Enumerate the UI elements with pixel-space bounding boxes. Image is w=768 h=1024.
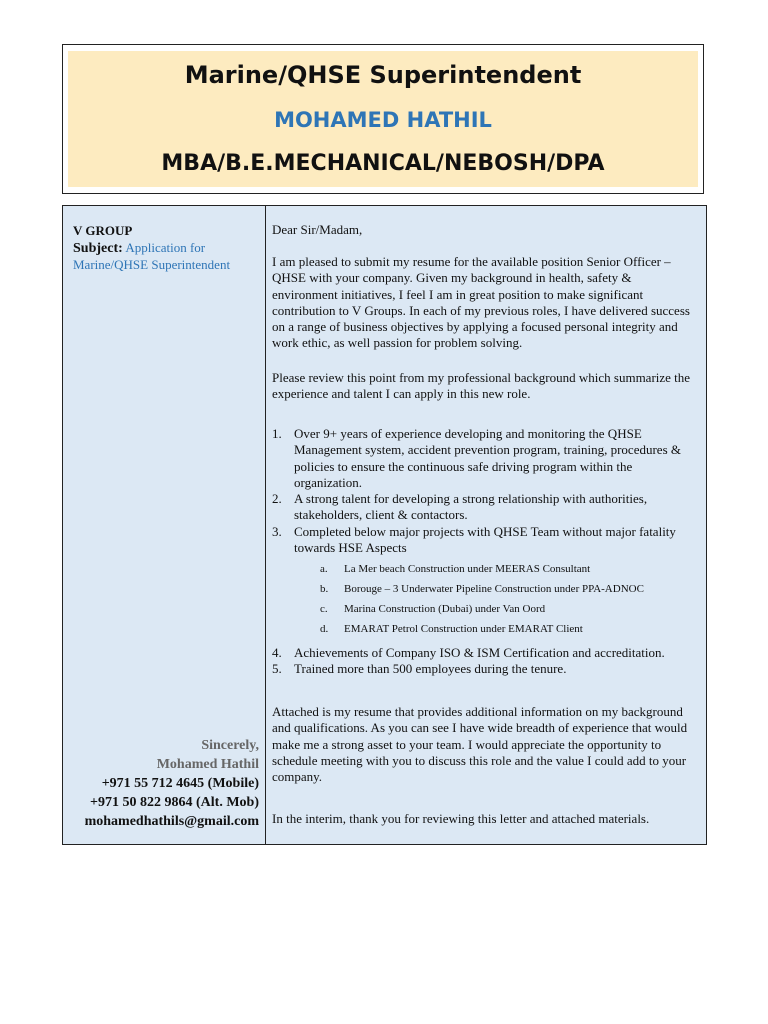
salutation: Dear Sir/Madam, <box>272 222 363 237</box>
closing-paragraph: In the interim, thank you for reviewing this letter and attached materials. <box>272 811 650 826</box>
list-item: 1. Over 9+ years of experience developing and monitoring the QHSE Management system, accident prevention program, training, procedures & policies to ensure the continuous safe driving program within the organization. <box>272 426 681 490</box>
list-item: 3. Completed below major projects with QHSE Team without major fatality towards HSE Aspects a. La Mer beach Construction under MEERAS Consultant b. Borouge – 3 Underwater Pipeline Construction under PPA-ADNOC c. Marina Construction (Dubai) under Van Oord d. EMARAT Petrol Construction under EMARAT Client <box>272 524 700 640</box>
company-name: V GROUP <box>73 223 133 238</box>
job-title: Marine/QHSE Superintendent <box>184 61 582 89</box>
project-item: d. EMARAT Petrol Construction under EMARAT Client <box>320 623 583 636</box>
list-item: 2. A strong talent for developing a strong relationship with authorities, stakeholders, client & contactors. <box>272 491 648 523</box>
sidebar <box>63 206 266 844</box>
intro-paragraph: I am pleased to submit my resume for the available position Senior Officer – QHSE with your company. Given my background in health, safety & environment initiatives, I feel I am in great position to make significant contribution to V Groups. In each of my previous roles, I have delivered success on a range of business objectives by applying a focused personal integrity and work ethic, as well passion for problem solving. <box>272 254 690 351</box>
project-item: b. Borouge – 3 Underwater Pipeline Construction under PPA-ADNOC <box>320 583 644 596</box>
email-address: mohamedhathils@gmail.com <box>84 814 259 829</box>
points-list-continued <box>272 645 700 678</box>
alt-mobile-number: +971 50 822 9864 (Alt. Mob) <box>90 795 259 810</box>
subject-line <box>73 240 263 273</box>
header-box <box>62 44 704 194</box>
applicant-name: MOHAMED HATHIL <box>274 108 492 132</box>
mobile-number: +971 55 712 4645 (Mobile) <box>101 776 259 791</box>
list-item: 4. Achievements of Company ISO & ISM Certification and accreditation. <box>272 645 665 660</box>
subject-label: Subject: <box>73 241 123 256</box>
points-list <box>272 426 700 639</box>
signature-name: Mohamed Hathil <box>156 757 259 772</box>
list-item: 5. Trained more than 500 employees during the tenure. <box>272 661 567 677</box>
review-paragraph: Please review this point from my professional background which summarize the experience and talent I can apply in this new role. <box>272 370 691 402</box>
qualifications: MBA/B.E.MECHANICAL/NEBOSH/DPA <box>161 151 605 176</box>
project-item: c. Marina Construction (Dubai) under Van Oord <box>320 603 546 616</box>
attached-paragraph: Attached is my resume that provides additional information on my background and qualifications. As you can see I have wide breadth of experience that would make me a strong asset to your team. I would appreciate the opportunity to schedule meeting with you to discuss this role and the value I could add to your company. <box>272 704 688 785</box>
projects-list <box>294 559 700 639</box>
subject-value: Application for Marine/QHSE Superintendent <box>73 240 231 272</box>
project-item: a. La Mer beach Construction under MEERAS Consultant <box>320 563 591 576</box>
header-banner <box>68 51 698 187</box>
signoff-text: Sincerely, <box>201 738 259 753</box>
cover-letter-box <box>62 205 707 845</box>
signoff-block <box>85 736 259 831</box>
